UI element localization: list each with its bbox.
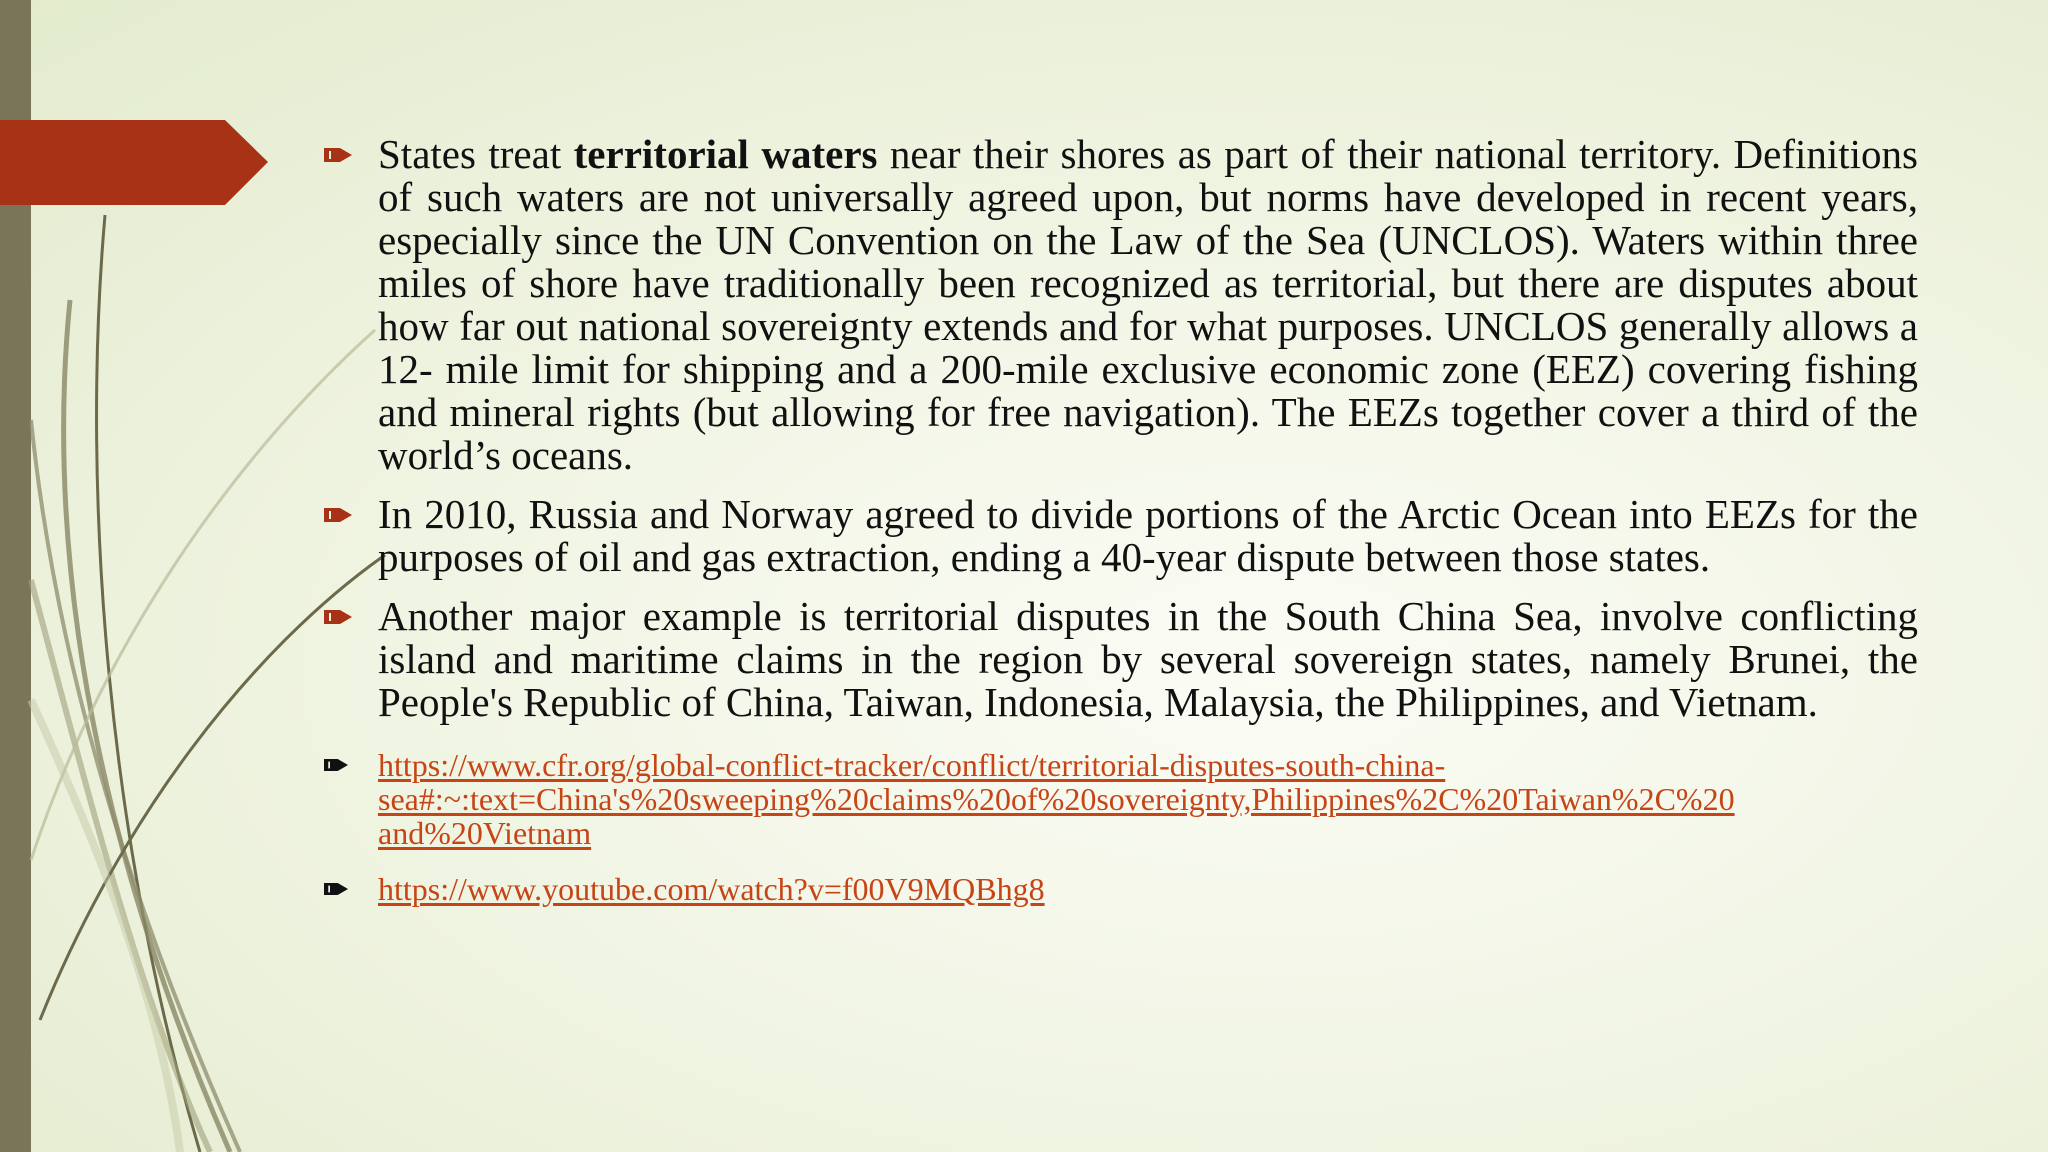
cfr-link-line-1: https://www.cfr.org/global-conflict-tracker/conflict/territorial-disputes-south-china-	[378, 747, 1446, 783]
arrow-bullet-icon	[324, 146, 352, 164]
content-area	[318, 133, 1918, 906]
arrow-bullet-icon	[324, 757, 348, 773]
bullet-territorial-waters	[318, 133, 1918, 477]
youtube-link[interactable]: https://www.youtube.com/watch?v=f00V9MQBhg8	[378, 871, 1045, 907]
cfr-link-line-2: sea#:~:text=China's%20sweeping%20claims%20of%20sovereignty,Philippines%2C%20Taiwan%2C%20	[378, 781, 1735, 817]
bullet-cfr-link	[318, 748, 1918, 850]
arrow-bullet-icon	[324, 881, 348, 897]
bullet-text: In 2010, Russia and Norway agreed to divide portions of the Arctic Ocean into EEZs for the purposes of oil and gas extraction, ending a 40-year dispute between those states.	[378, 491, 1918, 580]
bullet-youtube-link	[318, 872, 1918, 906]
bullet-russia-norway	[318, 493, 1918, 579]
arrow-bullet-icon	[324, 506, 352, 524]
cfr-link-line-3: and%20Vietnam	[378, 815, 592, 851]
bullet-text: Another major example is territorial disputes in the South China Sea, involve conflicting island and maritime claims in the region by several sovereign states, namely Brunei, the People's Republic of China, Taiwan, Indonesia, Malaysia, the Philippines, and Vietnam.	[378, 593, 1918, 725]
arrow-bullet-icon	[324, 608, 352, 626]
bullet-bold-term: territorial waters	[573, 131, 878, 177]
bullet-text-before: States treat	[378, 131, 574, 177]
cfr-link[interactable]	[378, 747, 1735, 851]
bullet-text-after: near their shores as part of their national territory. Definitions of such waters are not universally agreed upon, but norms have developed in recent years, especially since the UN Convention on the Law of the Sea (UNCLOS). Waters within three miles of shore have traditionally been recognized as territorial, but there are disputes about how far out national sovereignty extends and for what purposes. UNCLOS generally allows a 12- mile limit for shipping and a 200-mile exclusive economic zone (EEZ) covering fishing and mineral rights (but allowing for free navigation). The EEZs together cover a third of the world’s oceans.	[378, 131, 1918, 478]
bullet-south-china-sea	[318, 595, 1918, 724]
red-arrow-banner-icon	[0, 120, 268, 205]
